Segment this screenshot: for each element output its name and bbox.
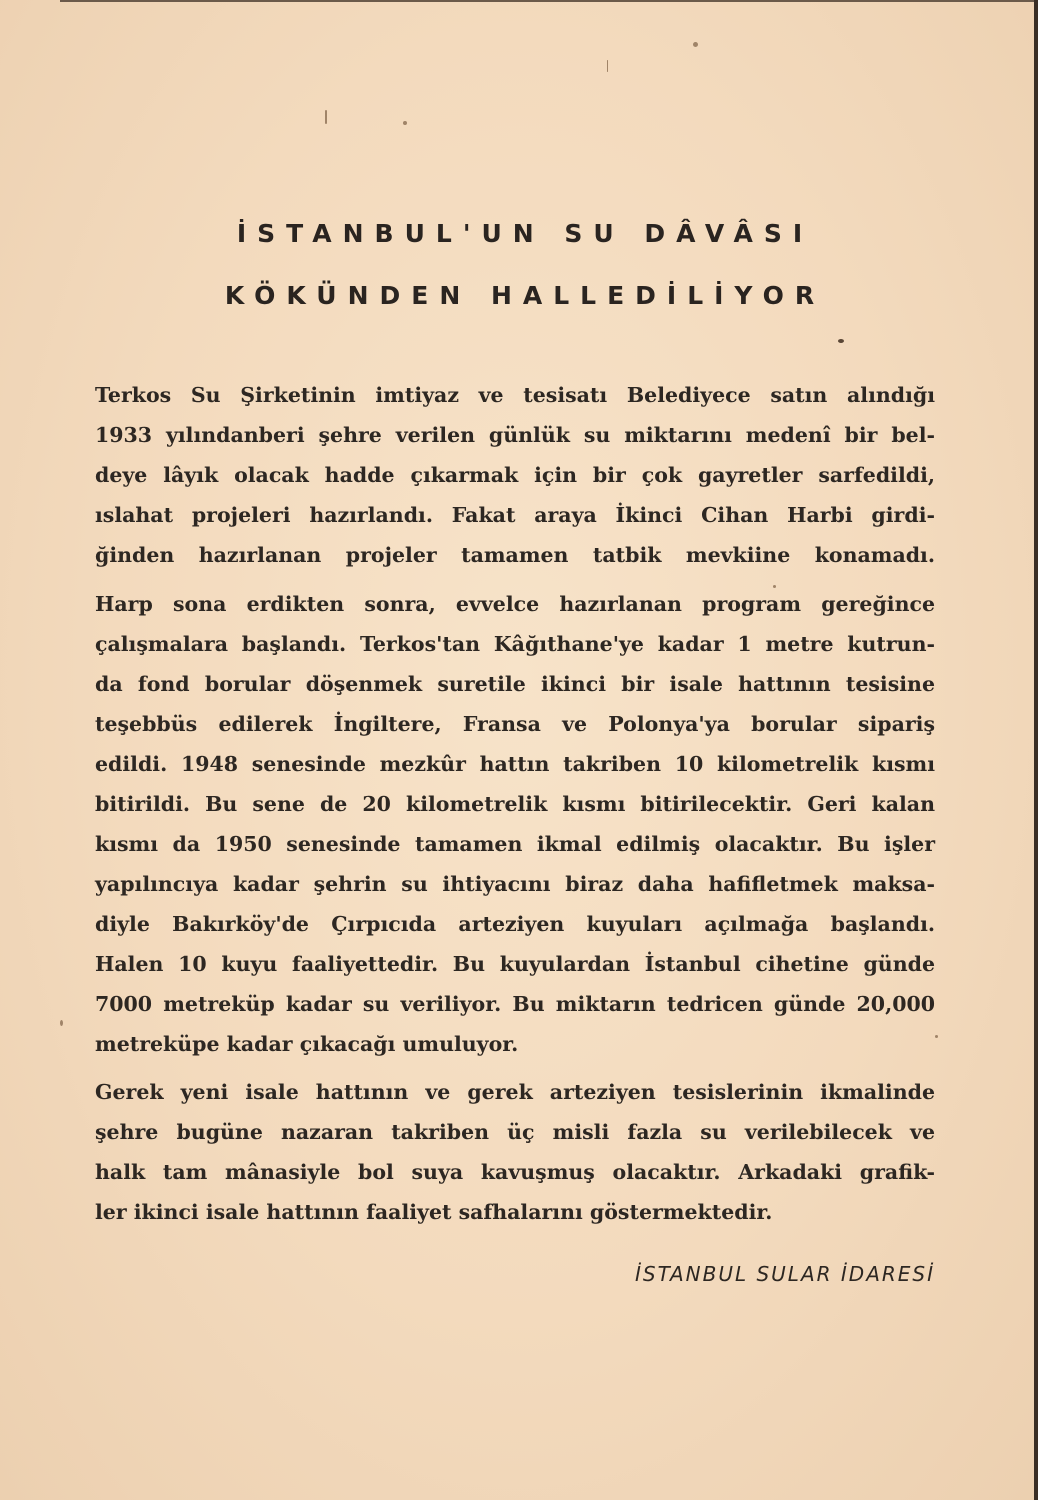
text-line: edildi. 1948 senesinde mezkûr hattın takriben 10 kilometrelik kısmı bbox=[95, 752, 935, 776]
text-line: halk tam mânasiyle bol suya kavuşmuş olacaktır. Arkadaki grafik- bbox=[95, 1160, 935, 1184]
paper-speck bbox=[325, 110, 327, 124]
text-line: ıslahat projeleri hazırlandı. Fakat araya İkinci Cihan Harbi girdi- bbox=[95, 503, 935, 527]
paper-speck bbox=[693, 42, 698, 47]
text-line: Harp sona erdikten sonra, evvelce hazırlanan program gereğince bbox=[95, 592, 935, 616]
heading-line-1: İSTANBUL'UN SU DÂVÂSI bbox=[236, 219, 814, 248]
text-line: Halen 10 kuyu faaliyettedir. Bu kuyulardan İstanbul cihetine günde bbox=[95, 952, 935, 976]
text-line: şehre bugüne nazaran takriben üç misli fazla su verilebilecek ve bbox=[95, 1120, 935, 1144]
text-line: diyle Bakırköy'de Çırpıcıda arteziyen kuyuları açılmağa başlandı. bbox=[95, 912, 935, 936]
paper-top-edge bbox=[60, 0, 1038, 2]
text-line: 7000 metreküp kadar su veriliyor. Bu miktarın tedricen günde 20,000 bbox=[95, 992, 935, 1016]
text-line: çalışmalara başlandı. Terkos'tan Kâğıthane'ye kadar 1 metre kutrun- bbox=[95, 632, 935, 656]
text-line: Gerek yeni isale hattının ve gerek arteziyen tesislerinin ikmalinde bbox=[95, 1080, 935, 1104]
paper-speck bbox=[60, 1020, 63, 1026]
text-line: kısmı da 1950 senesinde tamamen ikmal edilmiş olacaktır. Bu işler bbox=[95, 832, 935, 856]
text-line: ler ikinci isale hattının faaliyet safhalarını göstermektedir. bbox=[95, 1200, 773, 1224]
paragraph-2 bbox=[95, 584, 935, 1064]
text-line: bitirildi. Bu sene de 20 kilometrelik kısmı bitirilecektir. Geri kalan bbox=[95, 792, 935, 816]
text-line: Terkos Su Şirketinin imtiyaz ve tesisatı Belediyece satın alındığı bbox=[95, 383, 935, 407]
paragraph-3 bbox=[95, 1072, 935, 1232]
text-line: teşebbüs edilerek İngiltere, Fransa ve Polonya'ya borular sipariş bbox=[95, 712, 935, 736]
paper-speck bbox=[607, 60, 608, 72]
text-line: yapılıncıya kadar şehrin su ihtiyacını biraz daha hafifletmek maksa- bbox=[95, 872, 935, 896]
text-line: da fond borular döşenmek suretile ikinci bir isale hattının tesisine bbox=[95, 672, 935, 696]
paper-speck bbox=[403, 121, 407, 125]
paper-speck bbox=[935, 1035, 938, 1038]
signature: İSTANBUL SULAR İDARESİ bbox=[635, 1262, 935, 1286]
text-line: 1933 yılındanberi şehre verilen günlük su miktarını medenî bir bel- bbox=[95, 423, 935, 447]
paragraph-1 bbox=[95, 375, 935, 575]
heading-line-2: KÖKÜNDEN HALLEDİLİYOR bbox=[224, 281, 826, 310]
paper-speck bbox=[838, 339, 844, 343]
text-line: metreküpe kadar çıkacağı umuluyor. bbox=[95, 1032, 519, 1056]
text-line: deye lâyık olacak hadde çıkarmak için bir çok gayretler sarfedildi, bbox=[95, 463, 935, 487]
text-line: ğinden hazırlanan projeler tamamen tatbik mevkiine konamadı. bbox=[95, 543, 935, 567]
